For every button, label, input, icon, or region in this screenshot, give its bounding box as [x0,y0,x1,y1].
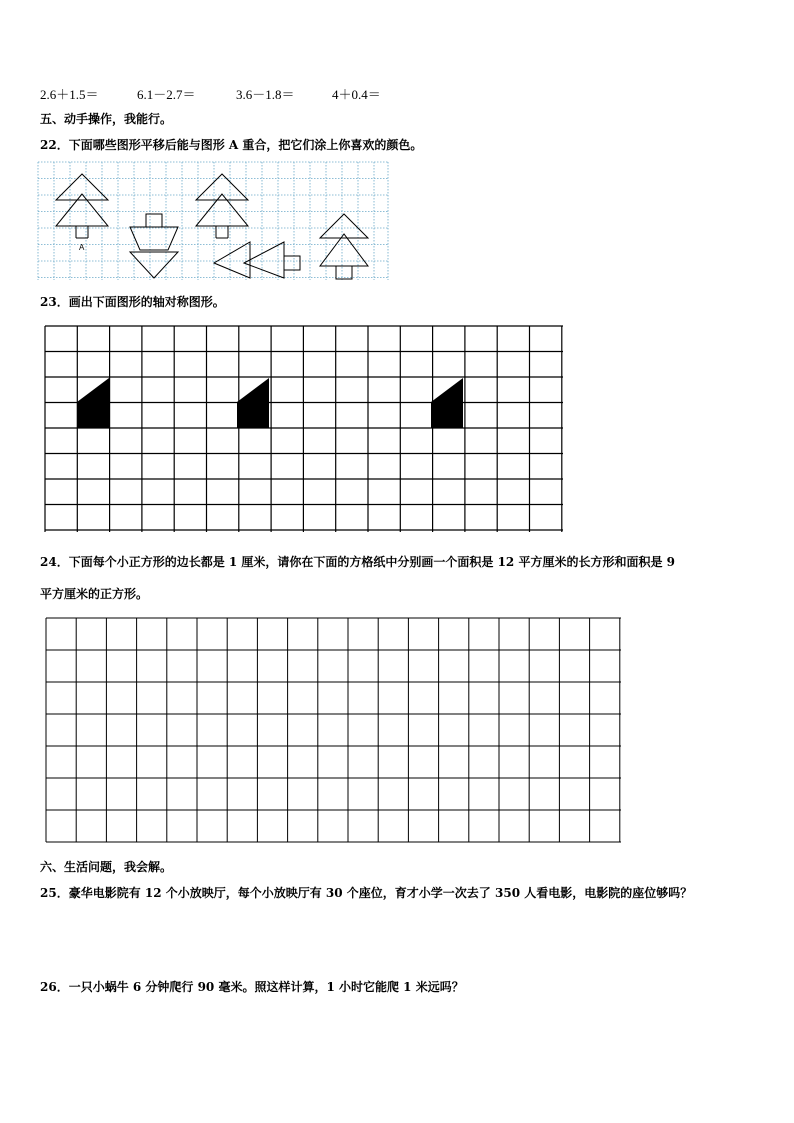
shaded-shape [237,378,269,428]
q23-grid-lines [45,326,563,532]
shaded-shape [431,378,463,428]
q22-dotted-grid [38,162,388,280]
block-trunk-tree-figure [320,214,368,279]
section-6-heading: 六、生活问题，我会解。 [40,860,173,874]
calc-item: 4＋0.4＝ [332,87,381,102]
question-24-line-2: 平方厘米的正方形。 [40,587,149,601]
tree-figure-a [56,174,108,238]
question-23: 23．画出下面图形的轴对称图形。 [40,295,225,309]
calc-item: 6.1－2.7＝ [137,87,196,102]
question-22: 22．下面哪些图形平移后能与图形 A 重合，把它们涂上你喜欢的颜色。 [40,138,423,152]
calc-row [40,84,440,100]
rotated-tree-figure [214,242,300,278]
q23-symmetry-grid [45,326,565,534]
shaded-shape [77,378,109,428]
q24-square-grid [46,618,624,844]
section-5-heading: 五、动手操作，我能行。 [40,112,173,126]
inverted-tree-figure [130,214,178,278]
question-24-line-1: 24．下面每个小正方形的边长都是 1 厘米，请你在下面的方格纸中分别画一个面积是 12 平方厘米的长方形和面积是 9 [40,555,675,569]
question-25: 25．豪华电影院有 12 个小放映厅，每个小放映厅有 30 个座位，育才小学一次去了 350 人看电影，电影院的座位够吗？ [40,886,693,900]
question-26: 26．一只小蜗牛 6 分钟爬行 90 毫米。照这样计算，1 小时它能爬 1 米远吗？ [40,980,464,994]
calc-item: 2.6＋1.5＝ [40,87,99,102]
calc-item: 3.6－1.8＝ [236,87,295,102]
q24-grid-lines [46,618,621,842]
q22-translation-figure [38,162,390,282]
label-a: A [79,243,85,252]
